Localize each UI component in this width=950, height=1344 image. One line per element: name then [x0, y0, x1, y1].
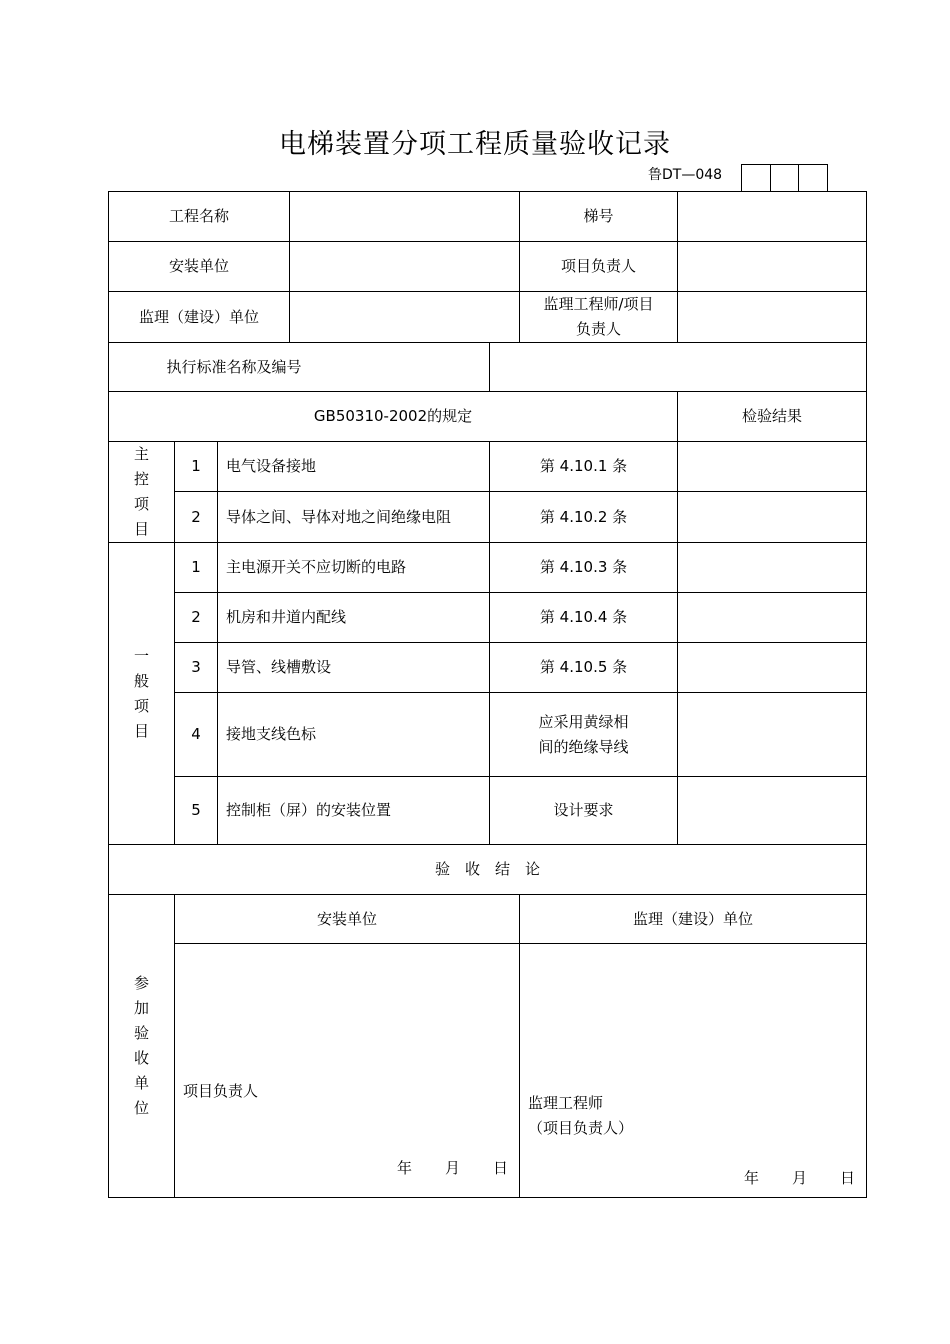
- participants-label: [109, 895, 175, 1198]
- spec-rule-header: GB50310-2002的规定: [109, 392, 678, 442]
- item-name: 导管、线槽敷设: [218, 643, 490, 693]
- item-result-field[interactable]: [678, 643, 867, 693]
- item-result-field[interactable]: [678, 442, 867, 492]
- item-clause: 第 4.10.1 条: [490, 442, 678, 492]
- clause-line: 应采用黄绿相: [538, 712, 629, 731]
- install-sign-date: 年 月 日: [397, 1159, 510, 1177]
- install-unit-header: 安装单位: [175, 895, 520, 944]
- vertical-char: 般: [133, 671, 149, 690]
- item-name: 导体之间、导体对地之间绝缘电阻: [218, 492, 490, 543]
- vertical-char: 位: [133, 1099, 149, 1117]
- acceptance-record-table: [108, 191, 867, 1198]
- form-code: 鲁DT—048: [648, 167, 723, 183]
- project-leader-field[interactable]: [678, 242, 867, 292]
- item-name: 主电源开关不应切断的电路: [218, 543, 490, 593]
- supervision-sign-date: 年 月 日: [744, 1169, 857, 1187]
- signer-line: （项目负责人）: [528, 1119, 634, 1137]
- item-no: 1: [175, 543, 218, 593]
- item-no: 3: [175, 643, 218, 693]
- label-install-unit: 安装单位: [109, 242, 290, 292]
- supervision-unit-field[interactable]: [290, 292, 520, 343]
- label-standard-text: 执行标准名称及编号: [166, 357, 302, 376]
- result-header: 检验结果: [678, 392, 867, 442]
- item-result-field[interactable]: [678, 543, 867, 593]
- label-project-leader: 项目负责人: [520, 242, 678, 292]
- supervision-unit-sign-area[interactable]: [520, 944, 867, 1198]
- item-name: 接地支线色标: [218, 693, 490, 777]
- vertical-char: 目: [133, 721, 149, 740]
- vertical-char: 单: [133, 1074, 149, 1092]
- standard-field[interactable]: [490, 343, 867, 392]
- item-no: 5: [175, 777, 218, 845]
- item-name: 机房和井道内配线: [218, 593, 490, 643]
- clause-line: 间的绝缘导线: [538, 737, 629, 756]
- conclusion-header: 验 收 结 论: [109, 845, 867, 895]
- code-box[interactable]: [770, 165, 799, 191]
- item-name: 电气设备接地: [218, 442, 490, 492]
- main-group-label: [109, 442, 175, 543]
- vertical-char: 主: [133, 445, 149, 463]
- item-clause: 第 4.10.3 条: [490, 543, 678, 593]
- supervision-signer-label: [528, 1091, 633, 1141]
- supervision-engineer-field[interactable]: [678, 292, 867, 343]
- vertical-char: 控: [133, 470, 149, 488]
- item-clause: 第 4.10.4 条: [490, 593, 678, 643]
- signer-line: 监理工程师: [528, 1094, 604, 1112]
- item-no: 4: [175, 693, 218, 777]
- vertical-char: 一: [133, 646, 149, 665]
- item-no: 2: [175, 593, 218, 643]
- vertical-char: 加: [133, 999, 149, 1017]
- vertical-char: 项: [133, 696, 149, 715]
- item-result-field[interactable]: [678, 492, 867, 543]
- vertical-char: 参: [133, 974, 149, 992]
- label-line: 监理工程师/项目: [543, 295, 654, 313]
- vertical-char: 收: [133, 1049, 149, 1067]
- label-standard: [109, 343, 490, 392]
- label-project-name: 工程名称: [109, 192, 290, 242]
- elevator-no-field[interactable]: [678, 192, 867, 242]
- form-code-boxes: [741, 164, 828, 191]
- item-clause: [490, 693, 678, 777]
- item-result-field[interactable]: [678, 777, 867, 845]
- page-title: 电梯装置分项工程质量验收记录: [279, 129, 671, 160]
- item-name: 控制柜（屏）的安装位置: [218, 777, 490, 845]
- item-result-field[interactable]: [678, 693, 867, 777]
- label-elevator-no: 梯号: [520, 192, 678, 242]
- install-unit-sign-area[interactable]: [175, 944, 520, 1198]
- label-supervision-engineer: [520, 292, 678, 343]
- vertical-char: 验: [133, 1024, 149, 1042]
- vertical-char: 项: [133, 495, 149, 513]
- item-no: 1: [175, 442, 218, 492]
- install-unit-field[interactable]: [290, 242, 520, 292]
- item-clause: 设计要求: [490, 777, 678, 845]
- code-box[interactable]: [742, 165, 770, 191]
- project-name-field[interactable]: [290, 192, 520, 242]
- item-clause: 第 4.10.2 条: [490, 492, 678, 543]
- supervision-unit-header: 监理（建设）单位: [520, 895, 867, 944]
- install-signer-label: 项目负责人: [183, 1082, 259, 1100]
- label-line: 负责人: [576, 320, 622, 338]
- item-result-field[interactable]: [678, 593, 867, 643]
- item-no: 2: [175, 492, 218, 543]
- item-clause: 第 4.10.5 条: [490, 643, 678, 693]
- label-supervision-unit: 监理（建设）单位: [109, 292, 290, 343]
- code-box[interactable]: [798, 165, 827, 191]
- vertical-char: 目: [133, 520, 149, 538]
- general-group-label: [109, 543, 175, 845]
